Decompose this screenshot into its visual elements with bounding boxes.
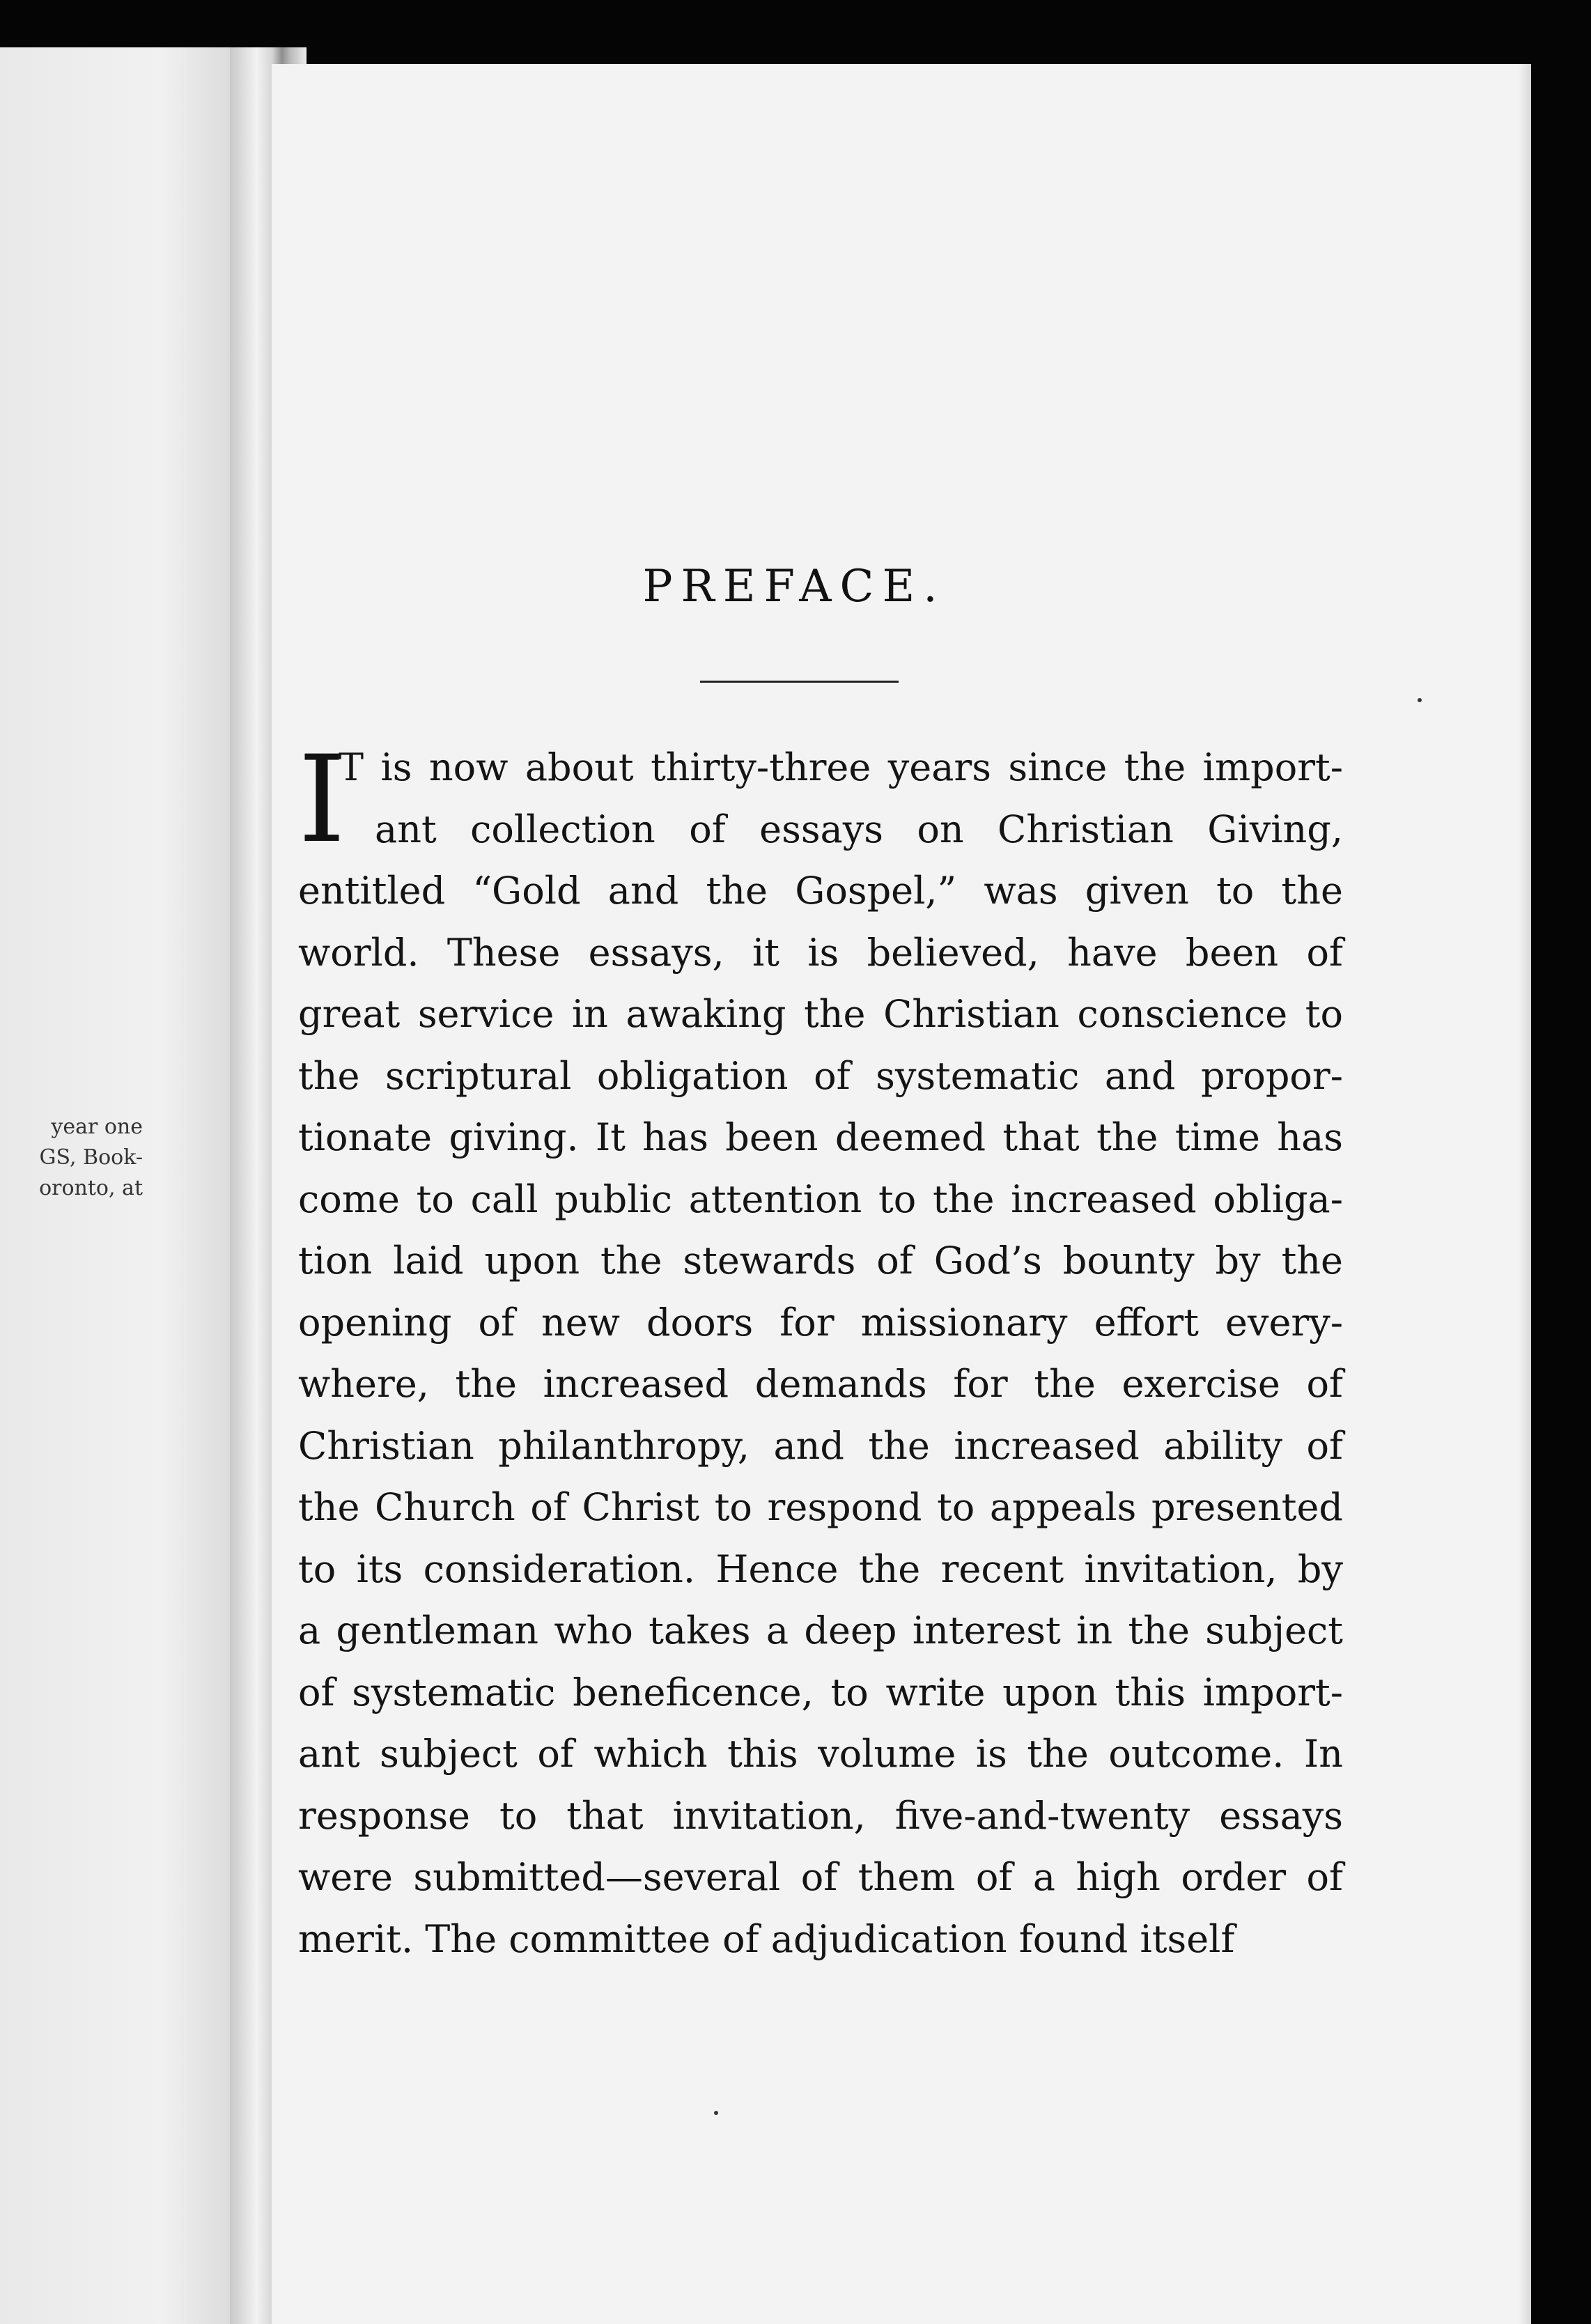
text-line: tionate giving. It has been deemed that the time has — [298, 1115, 1343, 1159]
left-fragment: year one — [51, 1115, 143, 1139]
left-fragment: GS, Book- — [39, 1145, 143, 1170]
text-line: Christian philanthropy, and the increased ability of — [298, 1423, 1343, 1468]
right-page-edge — [1519, 64, 1531, 2324]
page-speck — [714, 2111, 718, 2115]
opening-paragraph-start — [298, 729, 1343, 869]
text-line: were submitted—several of them of a high order of — [298, 1855, 1343, 1899]
page-speck — [1418, 698, 1422, 702]
text-line: T is now about thirty-three years since the import- — [339, 745, 1343, 789]
text-line: great service in awaking the Christian conscience to — [298, 992, 1343, 1036]
drop-cap: I — [298, 729, 346, 869]
left-page-text-fragments — [0, 1112, 143, 1204]
text-line: come to call public attention to the increased obliga- — [298, 1177, 1343, 1221]
preface-body — [298, 729, 1343, 1970]
text-line: the Church of Christ to respond to appeals presented — [298, 1485, 1343, 1529]
left-fragment: oronto, at — [39, 1176, 143, 1200]
text-line: a gentleman who takes a deep interest in the subject — [298, 1609, 1343, 1652]
text-line: merit. The committee of adjudication found itself — [298, 1916, 1235, 1961]
text-line: tion laid upon the stewards of God’s bounty by the — [298, 1239, 1343, 1283]
text-line: response to that invitation, five-and-twenty essays — [298, 1793, 1343, 1838]
text-line: opening of new doors for missionary effort every- — [298, 1300, 1343, 1345]
text-line: to its consideration. Hence the recent invitation, by — [298, 1547, 1343, 1591]
text-line: world. These essays, it is believed, have been of — [298, 930, 1343, 975]
text-line: of systematic beneficence, to write upon this import- — [298, 1670, 1343, 1714]
text-line: the scriptural obligation of systematic and propor- — [298, 1053, 1343, 1098]
title-rule — [700, 681, 899, 683]
text-line: ant collection of essays on Christian Giving, — [375, 807, 1343, 851]
text-line: ant subject of which this volume is the outcome. In — [298, 1732, 1343, 1776]
text-line: where, the increased demands for the exercise of — [298, 1362, 1343, 1406]
text-line: entitled “Gold and the Gospel,” was given to the — [298, 869, 1343, 913]
left-page — [0, 47, 230, 2324]
page-title: PREFACE. — [642, 561, 946, 612]
